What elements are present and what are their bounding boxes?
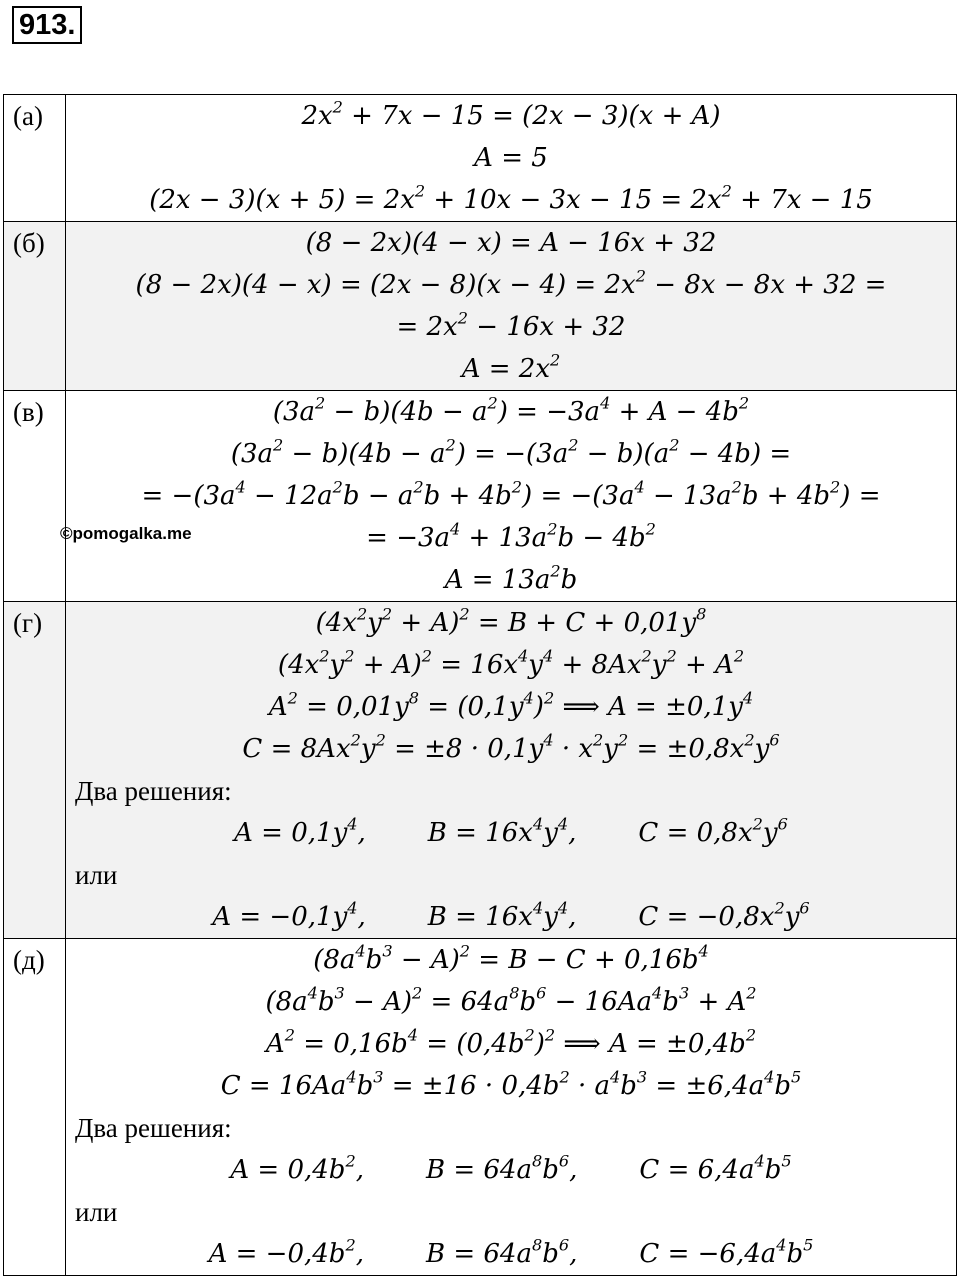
solution-value: $C = -6,4a^4b^5$ (639, 1235, 814, 1269)
solution-row (4, 939, 957, 1276)
equation-line: $(3a^2 - b)(4b - a^2) = -(3a^2 - b)(a^2 - 4b)$ = (230, 435, 792, 469)
row-label: (а) (4, 95, 66, 222)
solution-value: $B = 64a^8b^6$, (425, 1235, 578, 1269)
equation-line: $(4x^2y^2 + A)^2 = B + C + 0,01y^8$ (315, 604, 707, 638)
solution-value: $B = 16x^4y^4$, (427, 814, 577, 848)
equation-line: $(8 - 2x)(4 - x) = (2x - 8)(x - 4) = 2x^2 - 8x - 8x + 32$ = (135, 266, 887, 300)
row-content (66, 602, 957, 939)
solution-value: $B = 64a^8b^6$, (425, 1151, 578, 1185)
equation-line: $(3a^2 - b)(4b - a^2) = -3a^4 + A - 4b^2$ (272, 393, 750, 427)
solution-value: $A = 0,1y^4$, (234, 814, 366, 848)
solution-value: $A = -0,1y^4$, (212, 898, 366, 932)
equation-line: = $2x^2 - 16x + 32$ (396, 308, 626, 342)
row-content (66, 391, 957, 602)
equation-line: $A^2 = 0,01y^8 = (0,1y^4)^2$ ⟹ $A = \pm 0,1y^4$ (268, 688, 754, 722)
equation-line: $(8a^4b^3 - A)^2 = 64a^8b^6 - 16Aa^4b^3 + A^2$ (265, 983, 757, 1017)
row-content (66, 222, 957, 391)
text-line: Два решения: (75, 1113, 232, 1143)
solution-value: $C = 0,8x^2y^6$ (638, 814, 788, 848)
equation-line: $(2x - 3)(x + 5) = 2x^2 + 10x - 3x - 15 = 2x^2 + 7x - 15$ (149, 181, 873, 215)
solution-values-line (66, 1149, 956, 1191)
equation-line: $A = 13a^2b$ (444, 561, 578, 595)
row-content (66, 939, 957, 1276)
equation-line: (8 − 2x)(4 − x) = A − 16x + 32 (305, 228, 717, 258)
row-label: (г) (4, 602, 66, 939)
row-label: (б) (4, 222, 66, 391)
equation-line: A = 5 (474, 143, 548, 173)
equation-line: $2x^2 + 7x - 15 = (2x - 3)(x + A)$ (301, 97, 721, 131)
solution-value: $C = -0,8x^2y^6$ (638, 898, 810, 932)
watermark: ©pomogalka.me (60, 524, 192, 543)
row-content (66, 95, 957, 222)
solution-values-line (66, 896, 956, 938)
equation-line: $C = 8Ax^2y^2 = \pm 8 \cdot 0,1y^4 \cdot x^2y^2 = \pm 0,8x^2y^6$ (242, 730, 780, 764)
solution-values-line (66, 1233, 956, 1275)
equation-line: $A = 2x^2$ (461, 350, 561, 384)
solution-value: $C = 6,4a^4b^5$ (639, 1151, 792, 1185)
solution-row (4, 391, 957, 602)
solution-value: $B = 16x^4y^4$, (427, 898, 577, 932)
solution-row (4, 602, 957, 939)
solution-value: $A = 0,4b^2$, (230, 1151, 364, 1185)
text-line: или (75, 860, 118, 890)
equation-line: $(8a^4b^3 - A)^2 = B - C + 0,16b^4$ (313, 941, 709, 975)
equation-line: $C = 16Aa^4b^3 = \pm 16 \cdot 0,4b^2 \cdot a^4b^3 = \pm 6,4a^4b^5$ (220, 1067, 802, 1101)
solution-row (4, 95, 957, 222)
text-line: или (75, 1197, 118, 1227)
equation-line: = $-3a^4 + 13a^2b - 4b^2$ (366, 519, 656, 553)
solution-table (3, 94, 957, 1276)
solution-value: $A = -0,4b^2$, (208, 1235, 364, 1269)
problem-number: 913. (12, 6, 82, 44)
row-label: (д) (4, 939, 66, 1276)
equation-line: $(4x^2y^2 + A)^2 = 16x^4y^4 + 8Ax^2y^2 + A^2$ (277, 646, 745, 680)
equation-line: = $-(3a^4 - 12a^2b - a^2b + 4b^2) = -(3a^4 - 13a^2b + 4b^2)$ = (141, 477, 881, 511)
text-line: Два решения: (75, 776, 232, 806)
solution-values-line (66, 812, 956, 854)
row-label: (в) (4, 391, 66, 602)
equation-line: $A^2 = 0,16b^4 = (0,4b^2)^2$ ⟹ $A = \pm 0,4b^2$ (265, 1025, 757, 1059)
solution-row (4, 222, 957, 391)
